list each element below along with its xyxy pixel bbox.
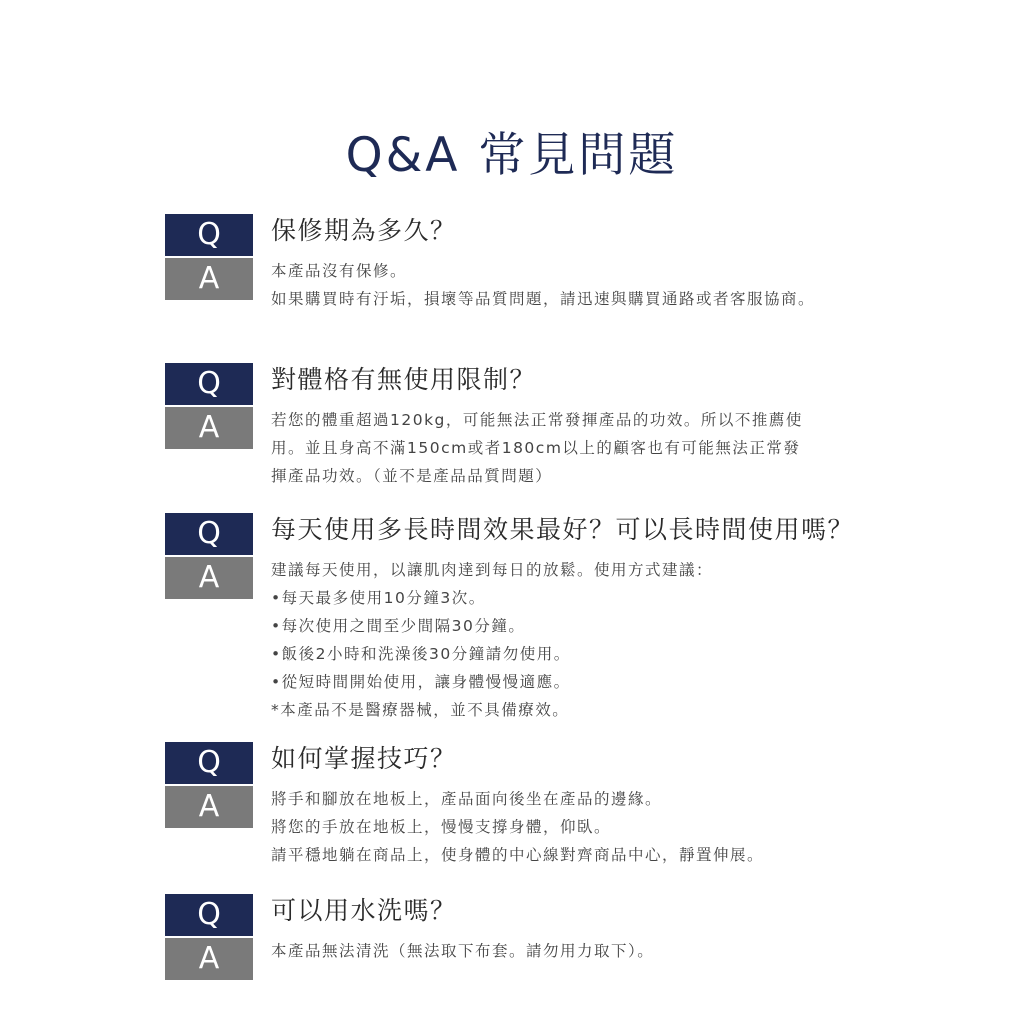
question-text: 可以用水洗嗎？ — [271, 896, 457, 925]
q-badge: Q — [165, 513, 253, 555]
answer-text — [271, 406, 803, 490]
answer-line: 本產品無法清洗（無法取下布套。請勿用力取下）。 — [271, 942, 655, 960]
answer-text — [271, 785, 764, 869]
answer-text — [271, 937, 654, 965]
a-badge: A — [165, 786, 253, 828]
answer-line: 用。並且身高不滿150cm或者180cm以上的顧客也有可能無法正常發 — [271, 439, 801, 457]
question-text: 對體格有無使用限制？ — [271, 365, 537, 394]
answer-line: 如果購買時有汙垢，損壞等品質問題，請迅速與購買通路或者客服協商。 — [271, 290, 816, 308]
q-badge: Q — [165, 214, 253, 256]
answer-text — [271, 257, 815, 313]
q-badge: Q — [165, 742, 253, 784]
answer-line: *本產品不是醫療器械，並不具備療效。 — [271, 701, 570, 719]
answer-line: 本產品沒有保修。 — [271, 262, 408, 280]
q-badge: Q — [165, 363, 253, 405]
answer-line: •飯後2小時和洗澡後30分鐘請勿使用。 — [271, 645, 571, 663]
question-text: 每天使用多長時間效果最好？可以長時間使用嗎？ — [271, 515, 855, 544]
answer-line: 將手和腳放在地板上，產品面向後坐在產品的邊緣。 — [271, 790, 663, 808]
q-badge: Q — [165, 894, 253, 936]
a-badge: A — [165, 557, 253, 599]
question-text: 如何掌握技巧？ — [271, 744, 457, 773]
a-badge: A — [165, 407, 253, 449]
answer-line: •每天最多使用10分鐘3次。 — [271, 589, 486, 607]
answer-line: 揮產品功效。（並不是產品品質問題） — [271, 467, 553, 485]
question-text: 保修期為多久？ — [271, 216, 457, 245]
a-badge: A — [165, 938, 253, 980]
answer-line: •從短時間開始使用，讓身體慢慢適應。 — [271, 673, 571, 691]
answer-line: •每次使用之間至少間隔30分鐘。 — [271, 617, 526, 635]
page-title: Q&A 常見問題 — [345, 128, 679, 183]
a-badge: A — [165, 258, 253, 300]
answer-line: 若您的體重超過120kg，可能無法正常發揮產品的功效。所以不推薦使 — [271, 411, 803, 429]
answer-line: 建議每天使用，以讓肌肉達到每日的放鬆。使用方式建議： — [271, 561, 714, 579]
answer-line: 請平穩地躺在商品上，使身體的中心線對齊商品中心，靜置伸展。 — [271, 846, 765, 864]
answer-text — [271, 556, 713, 724]
answer-line: 將您的手放在地板上，慢慢支撐身體，仰臥。 — [271, 818, 612, 836]
